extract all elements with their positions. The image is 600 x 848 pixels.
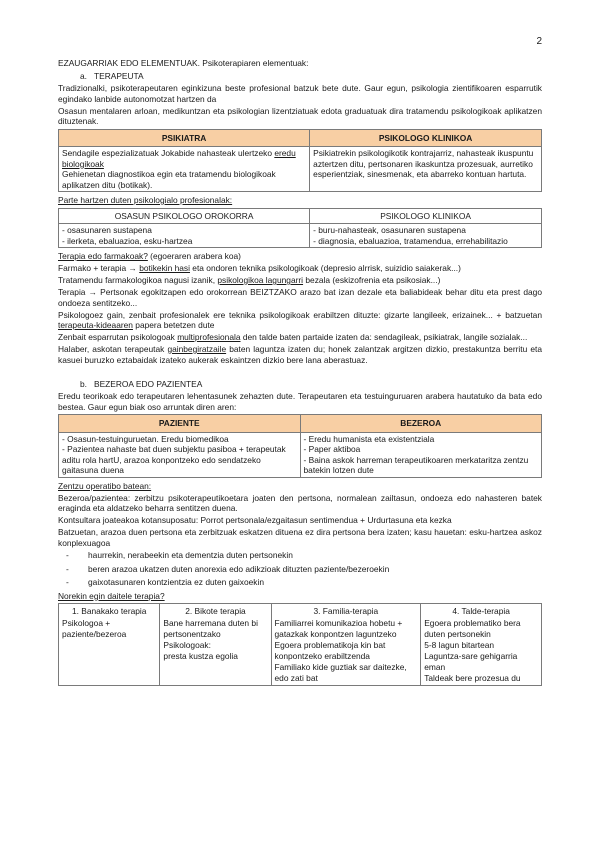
text-span: Zenbait esparrutan psikologoak — [58, 332, 178, 342]
section-a-heading — [58, 71, 542, 82]
therapy-type-heading: 2. Bikote terapia — [185, 606, 246, 616]
paragraph — [58, 332, 542, 343]
text-span: (egoeraren arabera koa) — [147, 251, 241, 261]
participants-heading: Parte hartzen duten psikologialo profesionalak: — [58, 195, 233, 205]
therapy-type-heading: 1. Banakako terapia — [71, 606, 147, 616]
cell-line: - Baina askok harreman terapeutikoaren merkataritza zentzu batekin lotzen dute — [303, 454, 529, 475]
table-cell — [59, 224, 310, 248]
cell-line: Taldeak bere prozesua du — [424, 672, 521, 683]
table-header: PSIKOLOGO KLINIKOA — [310, 129, 542, 147]
cell-line: pertsonentzako Psikologoak: — [163, 628, 221, 650]
therapy-type-cell — [271, 604, 421, 686]
therapy-type-heading: 4. Talde-terapia — [452, 606, 510, 616]
cell-text: Gehienetan diagnostikoa egin eta tratamendu biologikoak aplikatzen ditu (botikak). — [62, 169, 276, 190]
paragraph — [58, 344, 542, 365]
underlined-term: botikekin hasi — [139, 263, 190, 273]
underlined-term: multiprofesionala — [177, 332, 241, 342]
table-header: OSASUN PSIKOLOGO OROKORRA — [59, 208, 310, 224]
document-body — [58, 58, 542, 689]
underlined-term: terapeuta-kideaaren — [58, 320, 133, 330]
table-header: BEZEROA — [300, 415, 542, 433]
cell-line: Familiako kide guztiak sar daitezke, — [274, 661, 407, 672]
therapy-type-cell — [59, 604, 160, 686]
terapia-question — [58, 251, 542, 262]
therapy-types-table — [58, 603, 542, 686]
cell-line: Bane harremana duten bi — [163, 617, 258, 628]
table-cell: Psikiatrekin psikologikotik kontrajarriz, nahasteak ikuspuntu aztertzen ditu, pertsonaren ikaskuntza prozesuak, aurretiko esperientziak, sinesmenak, eta abarreko kontuan hartuta. — [310, 147, 542, 192]
cell-line: Familiarrei komunikazioa hobetu + — [274, 617, 403, 628]
spacer — [58, 367, 542, 379]
table-cell — [59, 147, 310, 192]
table-cell — [59, 432, 301, 477]
cell-line: konpontzeko erabiltzenda — [274, 650, 370, 661]
text-span: baten laguntza izaten du; honek zalantzak argitzen dizkio, prestakuntza berritu eta kasuei buruzko eztabaidak izateko aukerak eskaintzen dizkio bere lana aberastuaz. — [58, 344, 542, 365]
table-header: PAZIENTE — [59, 415, 301, 433]
text-span: papera betetzen dute — [132, 320, 215, 330]
cell-line: duten pertsonekin — [424, 628, 491, 639]
text-span: den talde baten partaide izaten da: sendagileak, psikiatrak, langile sozialak... — [240, 332, 528, 342]
therapy-type-cell — [421, 604, 542, 686]
paragraph: Kontsultara joateakoa kotansuposatu: Porrot pertsonala/ezgaitasun sentimendua + Urdurtasuna eta kezka — [58, 515, 452, 525]
cell-line: - osasunaren sustapena — [62, 225, 152, 235]
text-span: Tratamendu farmakologikoa nagusi izanik, — [58, 275, 218, 285]
therapy-type-heading: 3. Familia-terapia — [313, 606, 379, 616]
cell-text: Sendagile espezializatuak Jokabide nahasteak ulertzeko — [62, 148, 275, 158]
paragraph: Eredu teorikoak edo terapeutaren lehentasunek zehazten dute. Terapeutaren eta testuinguruaren arabera hautatuko da bata edo bestea. Gaur egun biak oso arruntak diren aren: — [58, 391, 542, 412]
list-item-text: gaixotasunaren kontzientzia ez duten gaixoekin — [88, 577, 264, 587]
paragraph — [58, 275, 542, 286]
section-a-marker: a. — [80, 70, 87, 81]
paziente-bezeroa-table — [58, 414, 542, 478]
list-item-text: beren arazoa ukatzen duten anorexia edo adikzioak dituzten paziente/bezeroekin — [88, 563, 390, 574]
psikiatra-psikologo-table — [58, 129, 542, 193]
text-span: bezala (eskizofrenia eta psikosiak...) — [303, 275, 441, 285]
norekin-heading: Norekin egin daitele terapia? — [58, 590, 165, 601]
cell-line: - ilerketa, ebaluazioa, esku-hartzea — [62, 235, 193, 246]
cell-line: edo zati bat — [274, 672, 318, 683]
document-title: EZAUGARRIAK EDO ELEMENTUAK. Psikoterapiaren elementuak: — [58, 58, 309, 68]
page-number: 2 — [536, 36, 542, 47]
paragraph: Batzuetan, arazoa duen pertsona eta zerbitzuak eskatzen dituena ez dira pertsona bera izaten; kasu hauetan: esku-hartzea askoz konplexuagoa — [58, 527, 542, 548]
underlined-term: gainbegiratzaile — [167, 344, 227, 354]
cell-line: Psikologoa + — [62, 617, 111, 628]
paragraph: Bezeroa/pazientea: zerbitzu psikoterapeutikoetara joaten den pertsona, normalean zailtasun, ondoeza edo nahasteren batek eraginda eta aldatzeko beharra sentitzen duena. — [58, 492, 542, 513]
text-span: Farmako + terapia → — [58, 263, 140, 273]
paragraph — [58, 263, 542, 274]
dash-list — [58, 550, 542, 588]
therapy-type-cell — [160, 604, 271, 686]
underlined-term: Terapia edo farmakoak? — [58, 251, 148, 261]
list-item: - beren arazoa ukatzen duten anorexia edo adikzioak dituzten paziente/bezeroekin — [66, 563, 390, 574]
text-span: Psikologoez gain, zenbait profesionalek ere teknika psikologikoak erabiltzen dituzte: gizarte langileek, erizainek... + batzuetan — [58, 309, 542, 320]
cell-line: presta kustza egolia — [163, 650, 238, 661]
cell-line: - Osasun-testuinguruetan. Eredu biomedikoa — [62, 433, 229, 444]
section-b-heading — [58, 379, 542, 390]
table-cell — [310, 224, 542, 248]
cell-line: - Pazientea nahaste bat duen subjektu pasiboa + terapeutak aditu rola hartU, arazoa konpontzeko edo sendatzeko gaitasuna duena — [62, 444, 286, 475]
paragraph: Osasun mentalaren arloan, medikuntzan eta psikologian lizentziatuak edota graduatuak dira tratamendu psikologikoak aplikatzen dituztenak. — [58, 105, 542, 126]
paragraph: Terapia → Pertsonak egokitzapen edo orokorrean BEIZTZAKO arazo bat izan dezale eta baliabideak behar ditu eta prest dago ondoeza sentitzeko... — [58, 287, 542, 308]
paragraph: Tradizionalki, psikoterapeutaren eginkizuna beste profesional batzuk bete dute. Gaur egun, psikologia zientifikoaren esparrutik egindako lanbide autonomotzat hartzen da — [58, 83, 542, 104]
table-cell — [300, 432, 542, 477]
cell-line: 5-8 lagun bitartean — [424, 639, 495, 650]
underlined-term: eredu biologikoak — [62, 148, 296, 169]
cell-line: Laguntza-sare gehigarria eman — [424, 650, 518, 672]
cell-line: - Eredu humanista eta existentziala — [303, 433, 435, 444]
table-header: PSIKOLOGO KLINIKOA — [310, 208, 542, 224]
cell-line: gatazkak konpontzen laguntzeko — [274, 628, 397, 639]
zentzu-heading: Zentzu operatibo batean: — [58, 480, 152, 491]
section-b-marker: b. — [80, 378, 87, 389]
text-span: eta ondoren teknika psikologikoak (depresio alrrisk, suizidio saiakerak...) — [189, 263, 461, 273]
cell-line: Egoera problematikoja kin bat — [274, 639, 386, 650]
list-item: - haurrekin, nerabeekin eta dementzia duten pertsonekin — [66, 550, 293, 560]
table-header: PSIKIATRA — [59, 129, 310, 147]
cell-line: - buru-nahasteak, osasunaren sustapena — [313, 225, 466, 235]
list-item-text: haurrekin, nerabeekin eta dementzia duten pertsonekin — [88, 550, 293, 560]
cell-line: - Paper aktiboa — [303, 444, 361, 454]
section-b-title: BEZEROA EDO PAZIENTEA — [94, 378, 203, 389]
cell-line: paziente/bezeroa — [62, 628, 127, 639]
psikologo-profesional-table — [58, 208, 542, 249]
list-item: - gaixotasunaren kontzientzia ez duten gaixoekin — [66, 577, 264, 587]
underlined-term: psikologikoa lagungarri — [217, 275, 304, 285]
text-span: Halaber, askotan terapeutak — [58, 344, 168, 354]
paragraph — [58, 310, 542, 331]
cell-line: - diagnosia, ebaluazioa, tratamendua, errehabilitazio — [313, 235, 508, 246]
section-a-title: TERAPEUTA — [94, 70, 144, 81]
cell-line: Egoera problematiko bera — [424, 617, 521, 628]
